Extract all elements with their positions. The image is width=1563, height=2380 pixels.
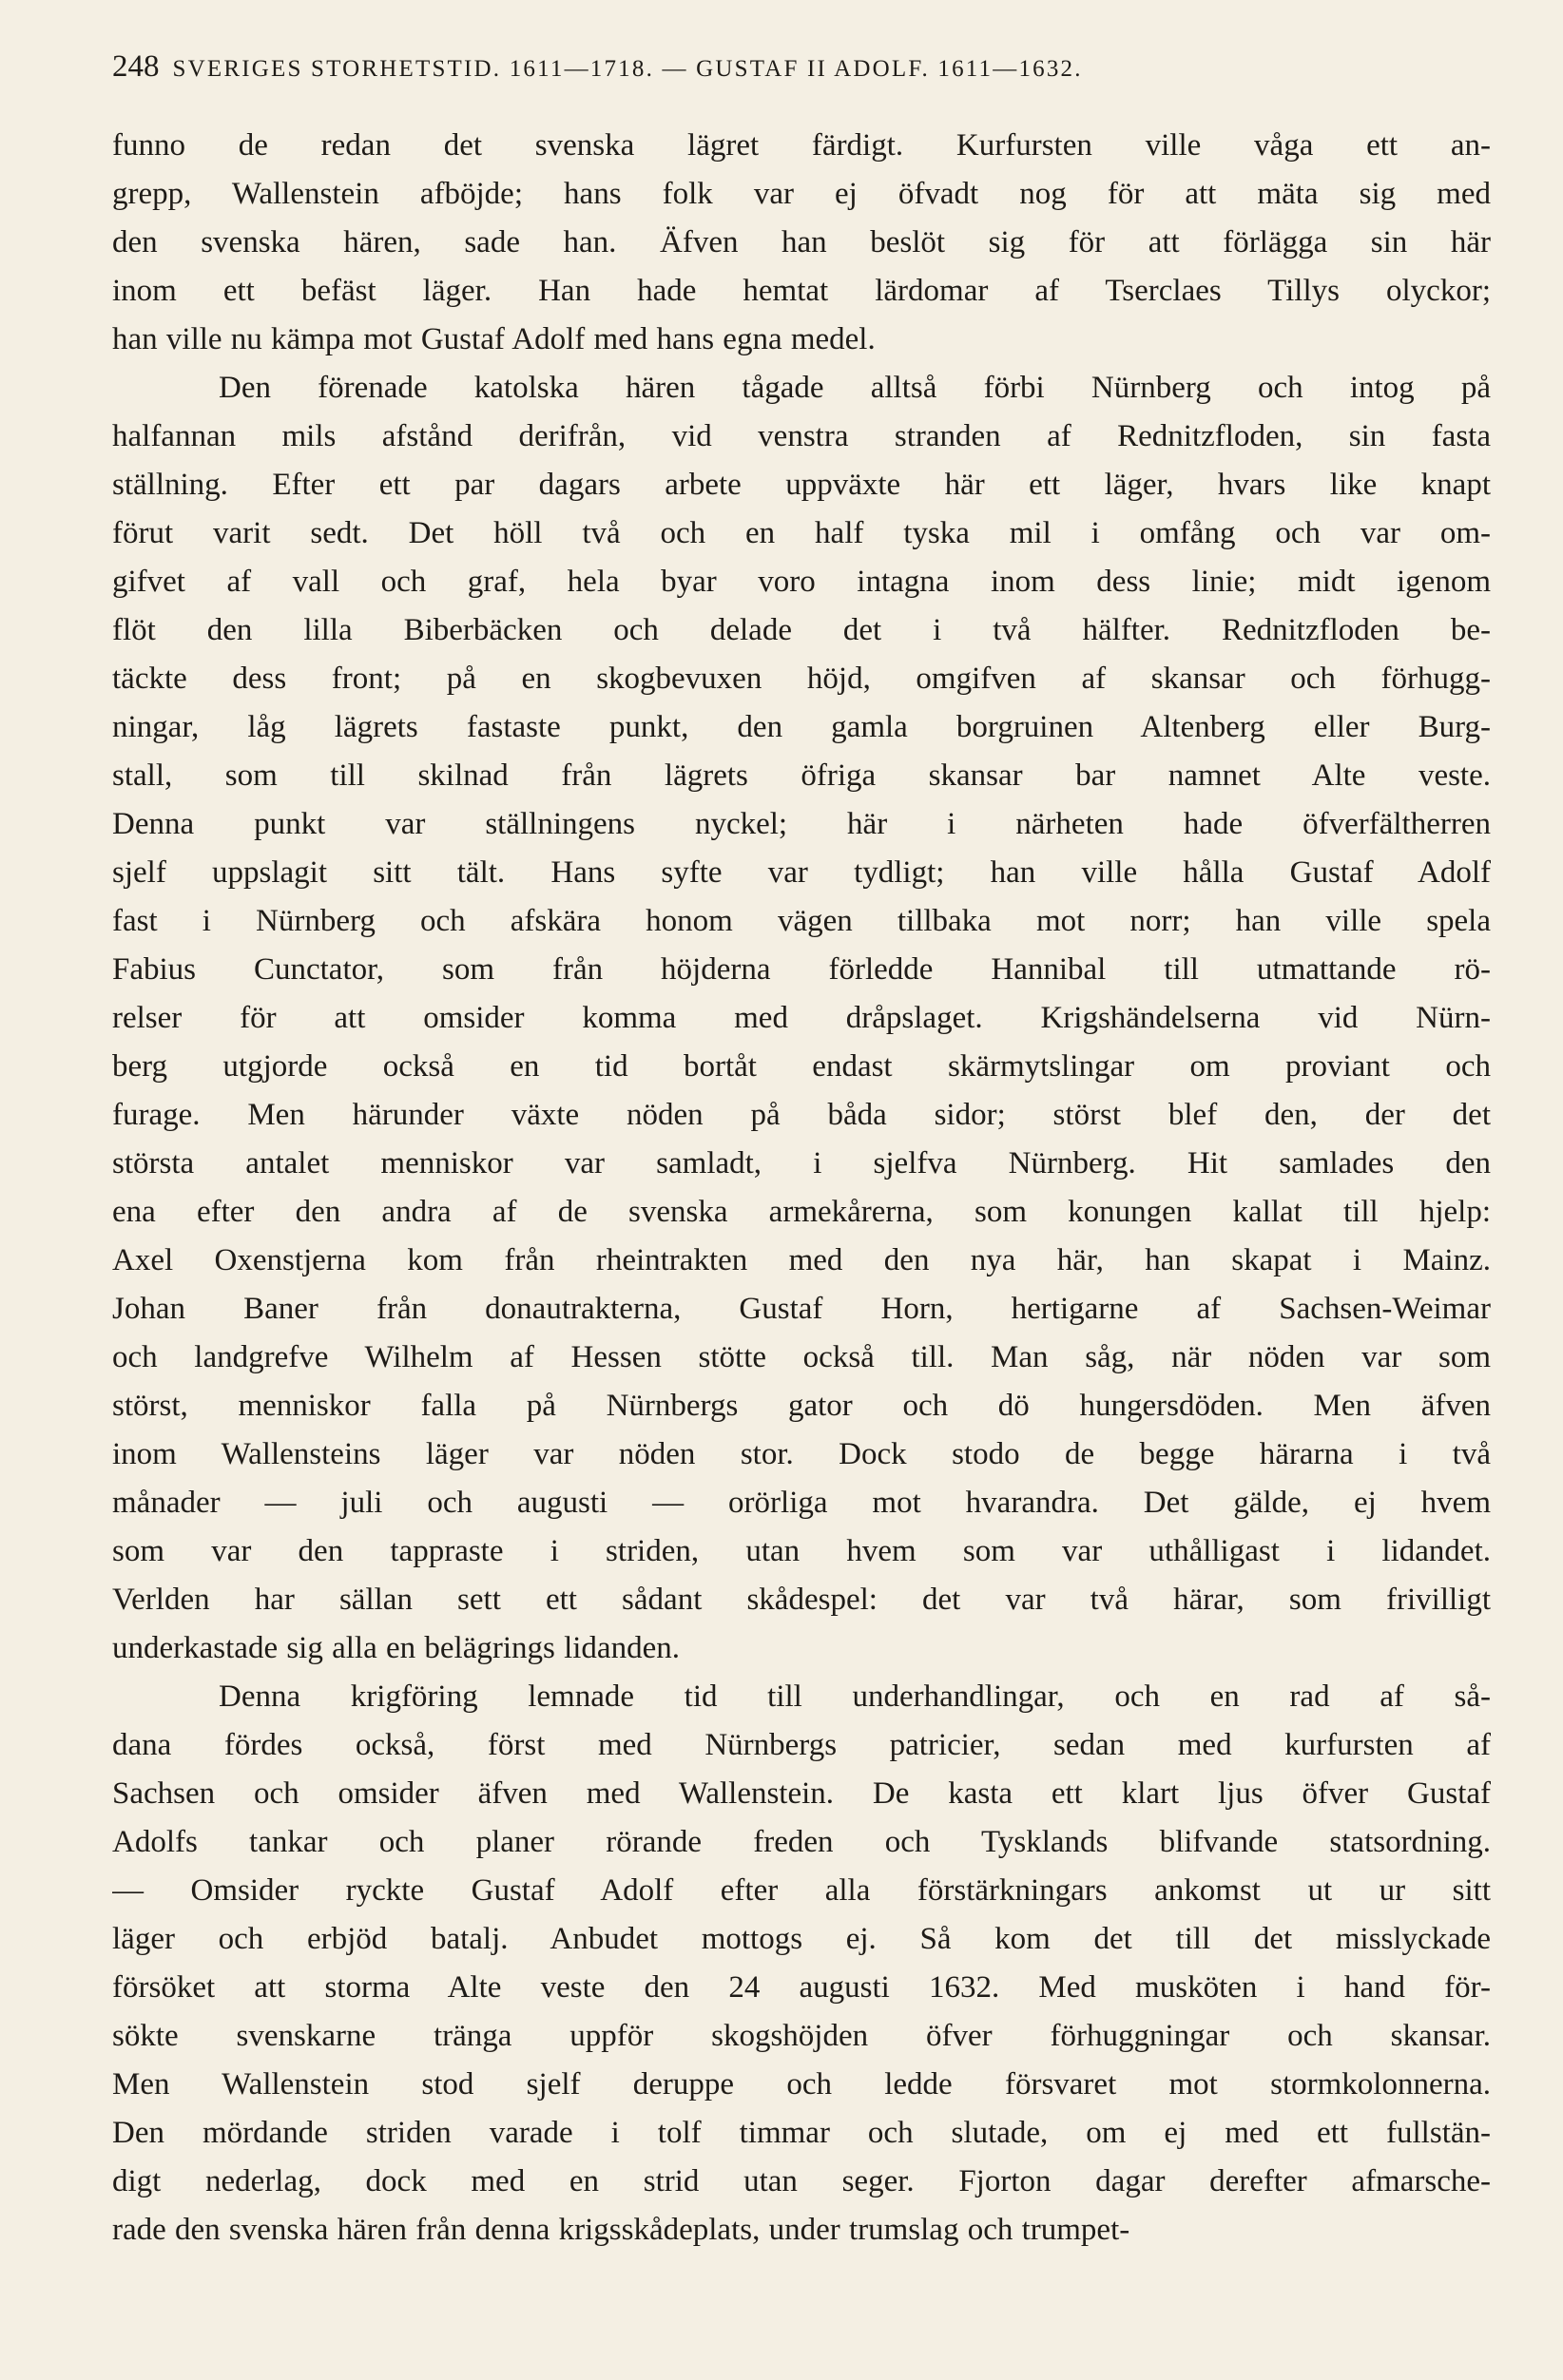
text-line: och landgrefve Wilhelm af Hessen stötte också till. Man såg, när nöden var som bbox=[112, 1340, 1491, 1374]
text-line: halfannan mils afstånd derifrån, vid venstra stranden af Rednitzfloden, sin fasta bbox=[112, 419, 1491, 453]
text-line: förut varit sedt. Det höll två och en half tyska mil i omfång och var om- bbox=[112, 516, 1491, 550]
text-line: underkastade sig alla en belägrings lidanden. bbox=[112, 1631, 680, 1665]
text-line: ställning. Efter ett par dagars arbete uppväxte här ett läger, hvars like knapt bbox=[112, 468, 1491, 502]
text-line: furage. Men härunder växte nöden på båda sidor; störst blef den, der det bbox=[112, 1098, 1491, 1132]
text-line: funno de redan det svenska lägret färdigt. Kurfursten ville våga ett an- bbox=[112, 128, 1491, 163]
body-text bbox=[112, 122, 1491, 2255]
text-line: rade den svenska hären från denna krigsskådeplats, under trumslag och trumpet- bbox=[112, 2213, 1130, 2247]
text-line: han ville nu kämpa mot Gustaf Adolf med hans egna medel. bbox=[112, 322, 876, 356]
text-line: största antalet menniskor var samladt, i sjelfva Nürnberg. Hit samlades den bbox=[112, 1146, 1491, 1180]
text-line: dana fördes också, först med Nürnbergs patricier, sedan med kurfursten af bbox=[112, 1728, 1491, 1762]
text-line: sökte svenskarne tränga uppför skogshöjden öfver förhuggningar och skansar. bbox=[112, 2019, 1491, 2053]
text-line: Axel Oxenstjerna kom från rheintrakten med den nya här, han skapat i Mainz. bbox=[112, 1243, 1491, 1277]
text-line: — Omsider ryckte Gustaf Adolf efter alla förstärkningars ankomst ut ur sitt bbox=[112, 1873, 1491, 1908]
text-line: relser för att omsider komma med dråpslaget. Krigshändelserna vid Nürn- bbox=[112, 1001, 1491, 1035]
text-line: Sachsen och omsider äfven med Wallenstein. De kasta ett klart ljus öfver Gustaf bbox=[112, 1776, 1491, 1811]
text-line: täckte dess front; på en skogbevuxen höjd, omgifven af skansar och förhugg- bbox=[112, 662, 1491, 696]
text-line: som var den tappraste i striden, utan hvem som var uthålligast i lidandet. bbox=[112, 1534, 1491, 1568]
text-line: störst, menniskor falla på Nürnbergs gator och dö hungersdöden. Men äfven bbox=[112, 1389, 1491, 1423]
text-line: Denna punkt var ställningens nyckel; här i närheten hade öfverfältherren bbox=[112, 807, 1491, 841]
text-line: berg utgjorde också en tid bortåt endast skärmytslingar om proviant och bbox=[112, 1049, 1491, 1084]
text-line: Den mördande striden varade i tolf timmar och slutade, om ej med ett fullstän- bbox=[112, 2116, 1491, 2150]
text-line: månader — juli och augusti — orörliga mot hvarandra. Det gälde, ej hvem bbox=[112, 1486, 1491, 1520]
paragraph bbox=[112, 122, 1491, 364]
text-line: Fabius Cunctator, som från höjderna förledde Hannibal till utmattande rö- bbox=[112, 952, 1491, 987]
text-line: sjelf uppslagit sitt tält. Hans syfte var tydligt; han ville hålla Gustaf Adolf bbox=[112, 855, 1491, 890]
text-line: fast i Nürnberg och afskära honom vägen tillbaka mot norr; han ville spela bbox=[112, 904, 1491, 938]
text-line: ena efter den andra af de svenska armekårerna, som konungen kallat till hjelp: bbox=[112, 1195, 1491, 1229]
text-line: Adolfs tankar och planer rörande freden och Tysklands blifvande statsordning. bbox=[112, 1825, 1491, 1859]
paragraph bbox=[112, 1673, 1491, 2255]
text-line: grepp, Wallenstein afböjde; hans folk var ej öfvadt nog för att mäta sig med bbox=[112, 177, 1491, 211]
text-line: Verlden har sällan sett ett sådant skådespel: det var två härar, som frivilligt bbox=[112, 1583, 1491, 1617]
page-number: 248 bbox=[112, 49, 160, 84]
text-line: Johan Baner från donautrakterna, Gustaf Horn, hertigarne af Sachsen-Weimar bbox=[112, 1292, 1491, 1326]
text-line: flöt den lilla Biberbäcken och delade det i två hälfter. Rednitzfloden be- bbox=[112, 613, 1491, 647]
running-title: SVERIGES STORHETSTID. 1611—1718. — GUSTAF II ADOLF. 1611—1632. bbox=[172, 56, 1083, 82]
text-line: inom Wallensteins läger var nöden stor. Dock stodo de begge härarna i två bbox=[112, 1437, 1491, 1471]
text-line: Den förenade katolska hären tågade alltså förbi Nürnberg och intog på bbox=[219, 371, 1491, 405]
text-line: inom ett befäst läger. Han hade hemtat lärdomar af Tserclaes Tillys olyckor; bbox=[112, 274, 1491, 308]
paragraph bbox=[112, 364, 1491, 1673]
text-line: Denna krigföring lemnade tid till underhandlingar, och en rad af så- bbox=[219, 1679, 1491, 1714]
text-line: gifvet af vall och graf, hela byar voro intagna inom dess linie; midt igenom bbox=[112, 565, 1491, 599]
text-line: Men Wallenstein stod sjelf deruppe och ledde försvaret mot stormkolonnerna. bbox=[112, 2067, 1491, 2102]
text-line: ningar, låg lägrets fastaste punkt, den gamla borgruinen Altenberg eller Burg- bbox=[112, 710, 1491, 744]
text-line: digt nederlag, dock med en strid utan seger. Fjorton dagar derefter afmarsche- bbox=[112, 2164, 1491, 2198]
text-line: läger och erbjöd batalj. Anbudet mottogs ej. Så kom det till det misslyckade bbox=[112, 1922, 1491, 1956]
text-line: försöket att storma Alte veste den 24 augusti 1632. Med musköten i hand för- bbox=[112, 1970, 1491, 2005]
text-line: stall, som till skilnad från lägrets öfriga skansar bar namnet Alte veste. bbox=[112, 758, 1491, 793]
text-line: den svenska hären, sade han. Äfven han beslöt sig för att förlägga sin här bbox=[112, 225, 1491, 259]
running-header bbox=[112, 49, 1491, 91]
